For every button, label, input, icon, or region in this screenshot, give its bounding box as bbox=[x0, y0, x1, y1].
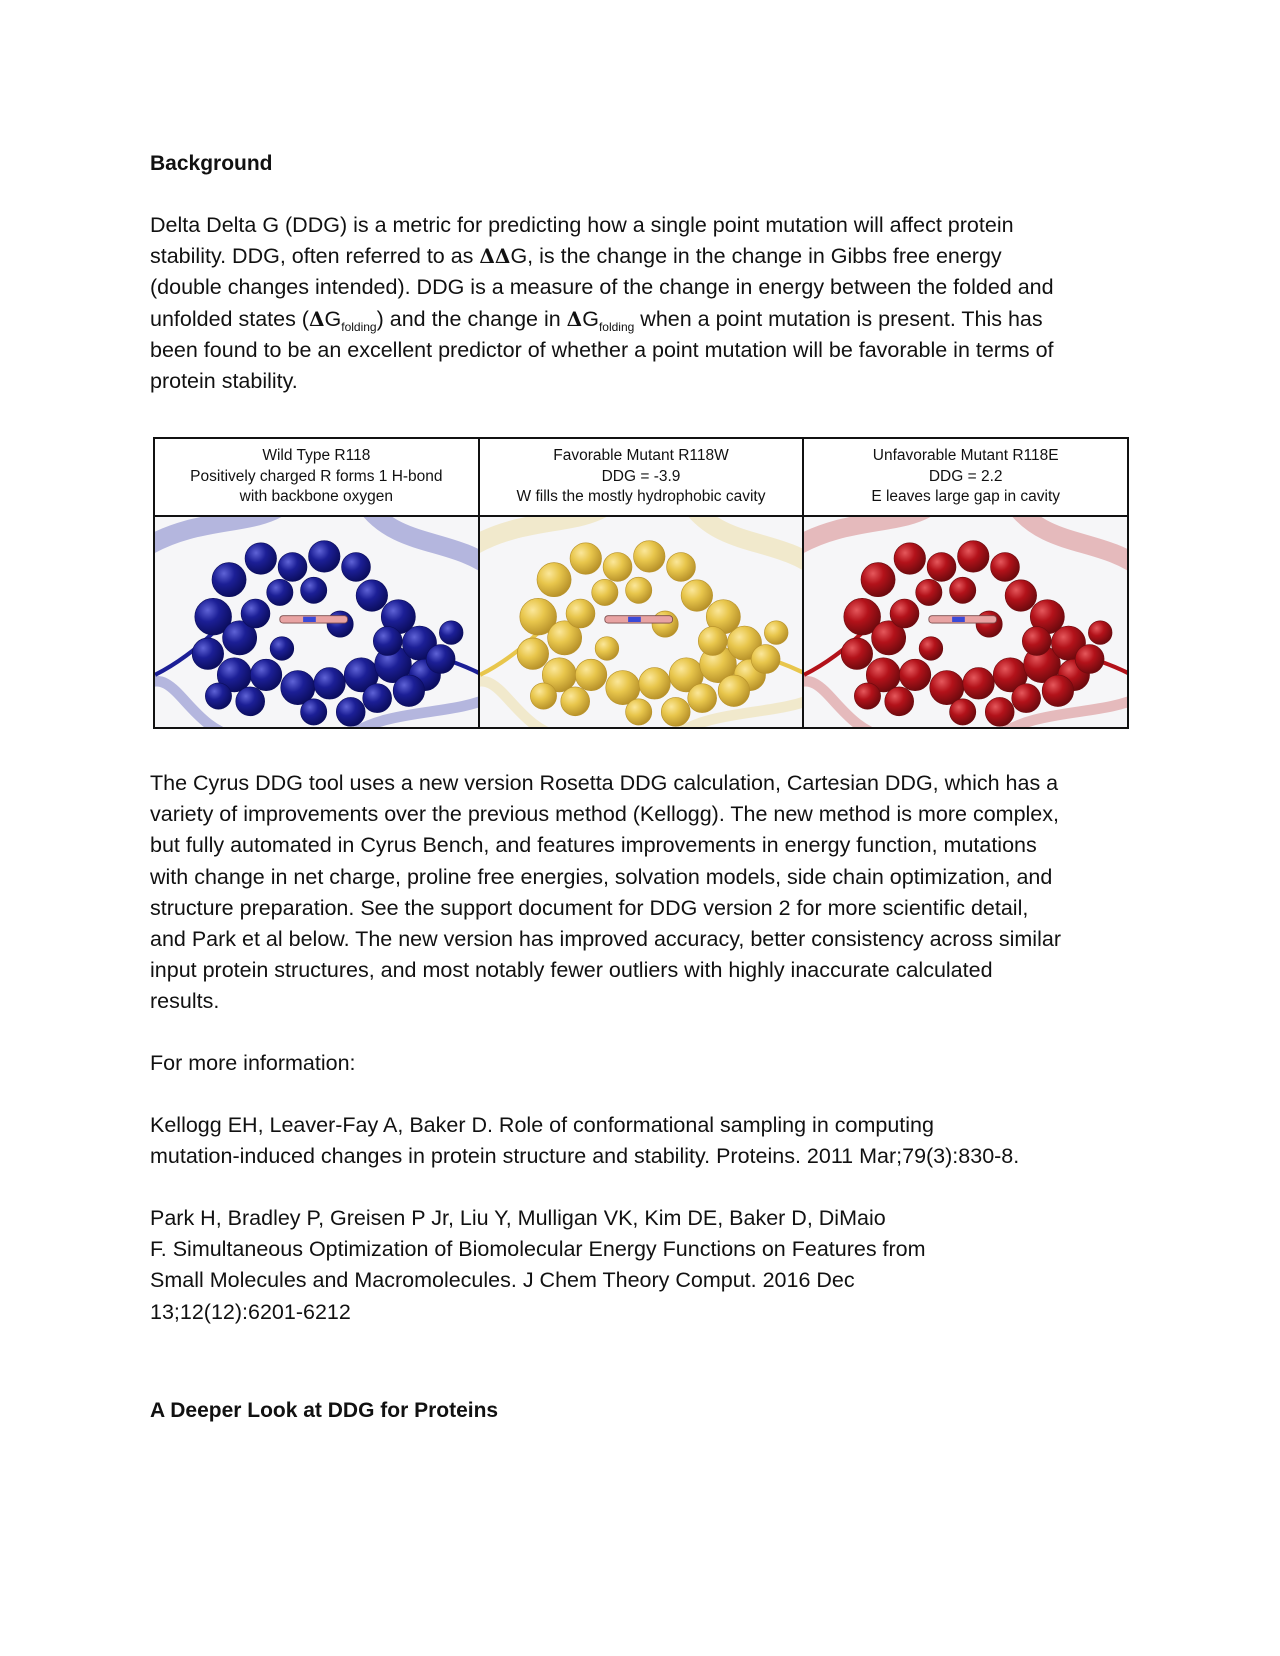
atom-sphere bbox=[625, 577, 651, 603]
atom-sphere bbox=[603, 553, 632, 582]
atom-sphere bbox=[301, 577, 327, 603]
bg-line-3: (double changes intended). DDG is a measure of the change in energy between the folded and bbox=[150, 275, 1054, 300]
atom-sphere bbox=[241, 599, 270, 628]
atom-sphere bbox=[530, 683, 556, 709]
atom-sphere bbox=[698, 627, 727, 656]
panel-caption: Unfavorable Mutant R118E DDG = 2.2 E leaves large gap in cavity bbox=[804, 439, 1127, 517]
mutation-comparison-figure bbox=[153, 437, 1129, 729]
atom-sphere bbox=[267, 579, 293, 605]
atom-sphere bbox=[950, 577, 976, 603]
bg-line-6: protein stability. bbox=[150, 369, 298, 394]
atom-sphere bbox=[1043, 675, 1074, 706]
cartesian-paragraph: The Cyrus DDG tool uses a new version Rosetta DDG calculation, Cartesian DDG, which has a variety of improvements over the previous method (Kellogg). The new method is more complex, but fully automated in Cyrus Bench, and features improvements in energy function, mutations with change in net charge, proline free energies, solvation models, side chain optimization, and structure preparation. See the support document for DDG version 2 for more scientific detail, and Park et al below. The new version has improved accuracy, better consistency across similar input protein structures, and most notably fewer outliers with highly inaccurate calculated results. bbox=[150, 771, 1061, 1014]
bg-line-5: been found to be an excellent predictor of whether a point mutation will be favorable in terms of bbox=[150, 337, 1054, 362]
deeper-look-heading: A Deeper Look at DDG for Proteins bbox=[150, 1399, 499, 1422]
delta-delta-symbol: ΔΔ bbox=[479, 244, 511, 269]
atom-sphere bbox=[950, 699, 976, 725]
panel-unfavorable-mutant bbox=[804, 439, 1127, 727]
atom-sphere bbox=[595, 637, 619, 661]
atom-sphere bbox=[301, 699, 327, 725]
delta-symbol: Δ bbox=[308, 306, 325, 331]
space-filling-model bbox=[804, 517, 1127, 727]
atom-sphere bbox=[393, 675, 424, 706]
atom-sphere bbox=[570, 543, 601, 574]
atom-sphere bbox=[855, 683, 881, 709]
atom-sphere bbox=[591, 579, 617, 605]
atom-sphere bbox=[566, 599, 595, 628]
residue-nitrogen bbox=[952, 617, 965, 622]
residue-nitrogen bbox=[303, 617, 316, 622]
atom-sphere bbox=[976, 611, 1002, 637]
atom-sphere bbox=[764, 621, 788, 645]
atom-sphere bbox=[919, 637, 943, 661]
bg-line-2: stability. DDG, often referred to as ΔΔG, is the change in the change in Gibbs free energy bbox=[150, 244, 1002, 269]
atom-sphere bbox=[373, 627, 402, 656]
ribbon bbox=[1016, 517, 1127, 569]
atom-sphere bbox=[885, 687, 914, 716]
atom-sphere bbox=[309, 541, 340, 572]
atom-sphere bbox=[718, 675, 749, 706]
atom-sphere bbox=[245, 543, 276, 574]
atom-sphere bbox=[192, 638, 223, 669]
reference-park: Park H, Bradley P, Greisen P Jr, Liu Y, Mulligan VK, Kim DE, Baker D, DiMaio F. Simultaneous Optimization of Biomolecular Energy Functions on Features from Small Molecules and Macromolecules. J Chem Theory Comput. 2016 Dec 13;12(12):6201-6212 bbox=[150, 1206, 926, 1324]
atom-sphere bbox=[250, 659, 281, 690]
protein-render-image bbox=[804, 517, 1127, 727]
atom-sphere bbox=[963, 668, 994, 699]
space-filling-model bbox=[155, 517, 478, 727]
atom-sphere bbox=[687, 684, 716, 713]
atom-sphere bbox=[363, 684, 392, 713]
atom-sphere bbox=[439, 621, 463, 645]
atom-sphere bbox=[1005, 580, 1036, 611]
atom-sphere bbox=[560, 687, 589, 716]
protein-render-image bbox=[155, 517, 478, 727]
atom-sphere bbox=[1012, 684, 1041, 713]
atom-sphere bbox=[751, 645, 780, 674]
atom-sphere bbox=[1089, 621, 1113, 645]
panel-caption: Favorable Mutant R118W DDG = -3.9 W fills the mostly hydrophobic cavity bbox=[480, 439, 803, 517]
atom-sphere bbox=[537, 563, 571, 597]
atom-sphere bbox=[916, 579, 942, 605]
atom-sphere bbox=[327, 611, 353, 637]
space-filling-model bbox=[480, 517, 803, 727]
atom-sphere bbox=[356, 580, 387, 611]
atom-sphere bbox=[666, 553, 695, 582]
atom-sphere bbox=[205, 683, 231, 709]
atom-sphere bbox=[681, 580, 712, 611]
atom-sphere bbox=[652, 611, 678, 637]
atom-sphere bbox=[342, 553, 371, 582]
atom-sphere bbox=[1023, 627, 1052, 656]
panel-caption: Wild Type R118 Positively charged R forms 1 H-bond with backbone oxygen bbox=[155, 439, 478, 517]
ribbon bbox=[367, 517, 478, 569]
atom-sphere bbox=[336, 697, 365, 726]
atom-sphere bbox=[1076, 645, 1105, 674]
atom-sphere bbox=[638, 668, 669, 699]
atom-sphere bbox=[900, 659, 931, 690]
atom-sphere bbox=[236, 687, 265, 716]
atom-sphere bbox=[986, 697, 1015, 726]
atom-sphere bbox=[991, 553, 1020, 582]
atom-sphere bbox=[426, 645, 455, 674]
atom-sphere bbox=[212, 563, 246, 597]
atom-sphere bbox=[958, 541, 989, 572]
atom-sphere bbox=[625, 699, 651, 725]
bg-line-1: Delta Delta G (DDG) is a metric for predicting how a single point mutation will affect protein bbox=[150, 213, 1014, 237]
atom-sphere bbox=[314, 668, 345, 699]
atom-sphere bbox=[633, 541, 664, 572]
atom-sphere bbox=[517, 638, 548, 669]
protein-render-image bbox=[480, 517, 803, 727]
panel-wild-type bbox=[155, 439, 480, 727]
atom-sphere bbox=[270, 637, 294, 661]
bg-line-4: unfolded states $(\Delta G_{folding})$ and the change in $\Delta G_{folding}$ when a point mutation is present. This has bbox=[150, 306, 1043, 334]
more-info-text: For more information: bbox=[150, 1051, 356, 1075]
panel-favorable-mutant bbox=[480, 439, 805, 727]
atom-sphere bbox=[841, 638, 872, 669]
atom-sphere bbox=[894, 543, 925, 574]
atom-sphere bbox=[575, 659, 606, 690]
residue-nitrogen bbox=[628, 617, 641, 622]
delta-symbol: Δ bbox=[566, 306, 583, 331]
atom-sphere bbox=[927, 553, 956, 582]
background-heading: Background bbox=[150, 152, 273, 175]
atom-sphere bbox=[278, 553, 307, 582]
atom-sphere bbox=[890, 599, 919, 628]
background-paragraph bbox=[150, 210, 1130, 397]
ribbon bbox=[691, 517, 802, 569]
atom-sphere bbox=[861, 563, 895, 597]
atom-sphere bbox=[661, 697, 690, 726]
reference-kellogg: Kellogg EH, Leaver-Fay A, Baker D. Role of conformational sampling in computing mutation-induced changes in protein structure and stability. Proteins. 2011 Mar;79(3):830-8. bbox=[150, 1113, 1020, 1169]
